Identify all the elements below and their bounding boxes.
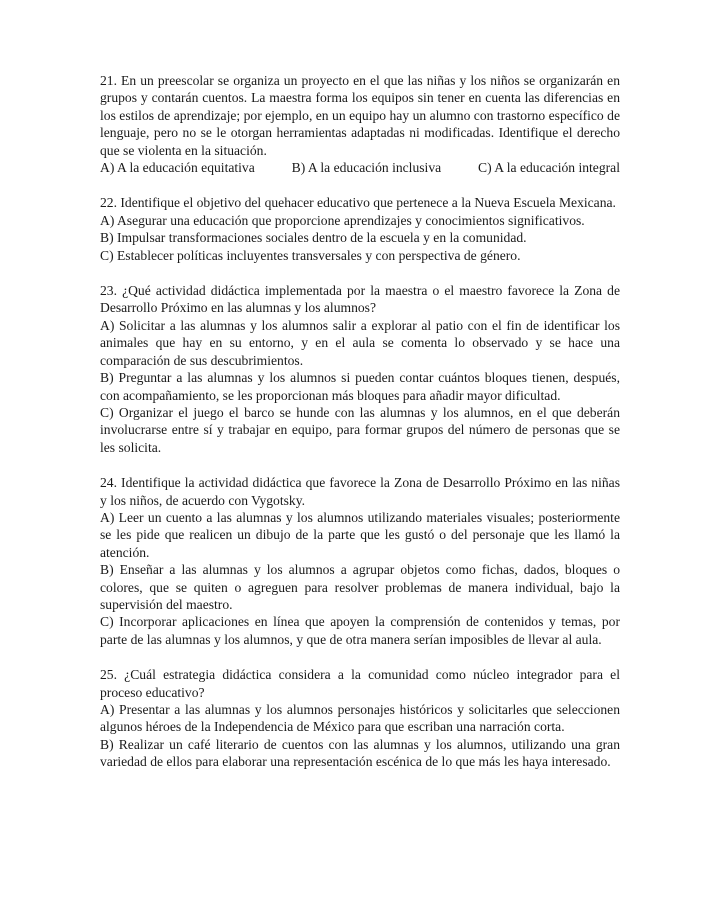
option-b: B) Preguntar a las alumnas y los alumnos si pueden contar cuántos bloques tienen, después, con acompañamiento, se les proporcionan más bloques para añadir mayor dificultad. (100, 370, 620, 403)
option-b: B) Realizar un café literario de cuentos con las alumnas y los alumnos, utilizando una gran variedad de ellos para elaborar una representación escénica de lo que más les haya interesado. (100, 736, 620, 770)
question-stem: 21. En un preescolar se organiza un proyecto en el que las niñas y los niños se organizarán en grupos y contarán cuentos. La maestra forma los equipos sin tener en cuenta las diferencias en los estilos de aprendizaje; por ejemplo, en un equipo hay un alumno con trastorno específico de lenguaje, pero no se le otorgan herramientas adaptadas ni modificadas. Identifique el derecho que se violenta en la situación. (100, 73, 620, 158)
option-b: B) A la educación inclusiva (291, 160, 442, 176)
question-23 (100, 282, 620, 456)
question-21 (100, 72, 620, 176)
option-a: A) Presentar a las alumnas y los alumnos personajes históricos y solicitarles que seleccionen algunos héroes de la Independencia de México para que escriban una narración corta. (100, 702, 620, 735)
option-c: C) Incorporar aplicaciones en línea que apoyen la comprensión de contenidos y temas, por parte de las alumnas y los alumnos, y que de otra manera serían imposibles de llevar al aula. (100, 614, 620, 647)
options-row (100, 159, 620, 176)
question-25 (100, 666, 620, 770)
question-stem: 24. Identifique la actividad didáctica que favorece la Zona de Desarrollo Próximo en las niñas y los niños, de acuerdo con Vygotsky. (100, 475, 620, 508)
option-b: B) Impulsar transformaciones sociales dentro de la escuela y en la comunidad. (100, 230, 527, 246)
option-a: A) Solicitar a las alumnas y los alumnos salir a explorar al patio con el fin de identificar los animales que hay en su entorno, y en el aula se comenta lo observado y se hace una comparación de sus descubrimientos. (100, 317, 620, 368)
option-c: C) Establecer políticas incluyentes transversales y con perspectiva de género. (100, 247, 521, 263)
question-24 (100, 474, 620, 648)
option-a: A) A la educación equitativa (100, 160, 255, 176)
option-a: A) Asegurar una educación que proporcione aprendizajes y conocimientos significativos. (100, 212, 585, 228)
question-stem: 22. Identifique el objetivo del quehacer educativo que pertenece a la Nueva Escuela Mexicana. (100, 195, 616, 211)
question-22 (100, 194, 620, 264)
question-stem: 23. ¿Qué actividad didáctica implementada por la maestra o el maestro favorece la Zona de Desarrollo Próximo en las alumnas y los alumnos? (100, 283, 620, 316)
question-stem: 25. ¿Cuál estrategia didáctica considera a la comunidad como núcleo integrador para el proceso educativo? (100, 667, 620, 700)
option-c: C) Organizar el juego el barco se hunde con las alumnas y los alumnos, en el que deberán involucrarse entre sí y trabajar en equipo, para formar grupos del número de personas que se les solicita. (100, 404, 620, 455)
option-c: C) A la educación integral (478, 160, 620, 176)
option-b: B) Enseñar a las alumnas y los alumnos a agrupar objetos como fichas, dados, bloques o colores, que se quiten o agreguen para resolver problemas de manera individual, bajo la supervisión del maestro. (100, 562, 620, 612)
option-a: A) Leer un cuento a las alumnas y los alumnos utilizando materiales visuales; posteriormente se les pide que realicen un dibujo de la parte que les gustó o del personaje que les llamó la atención. (100, 509, 620, 560)
